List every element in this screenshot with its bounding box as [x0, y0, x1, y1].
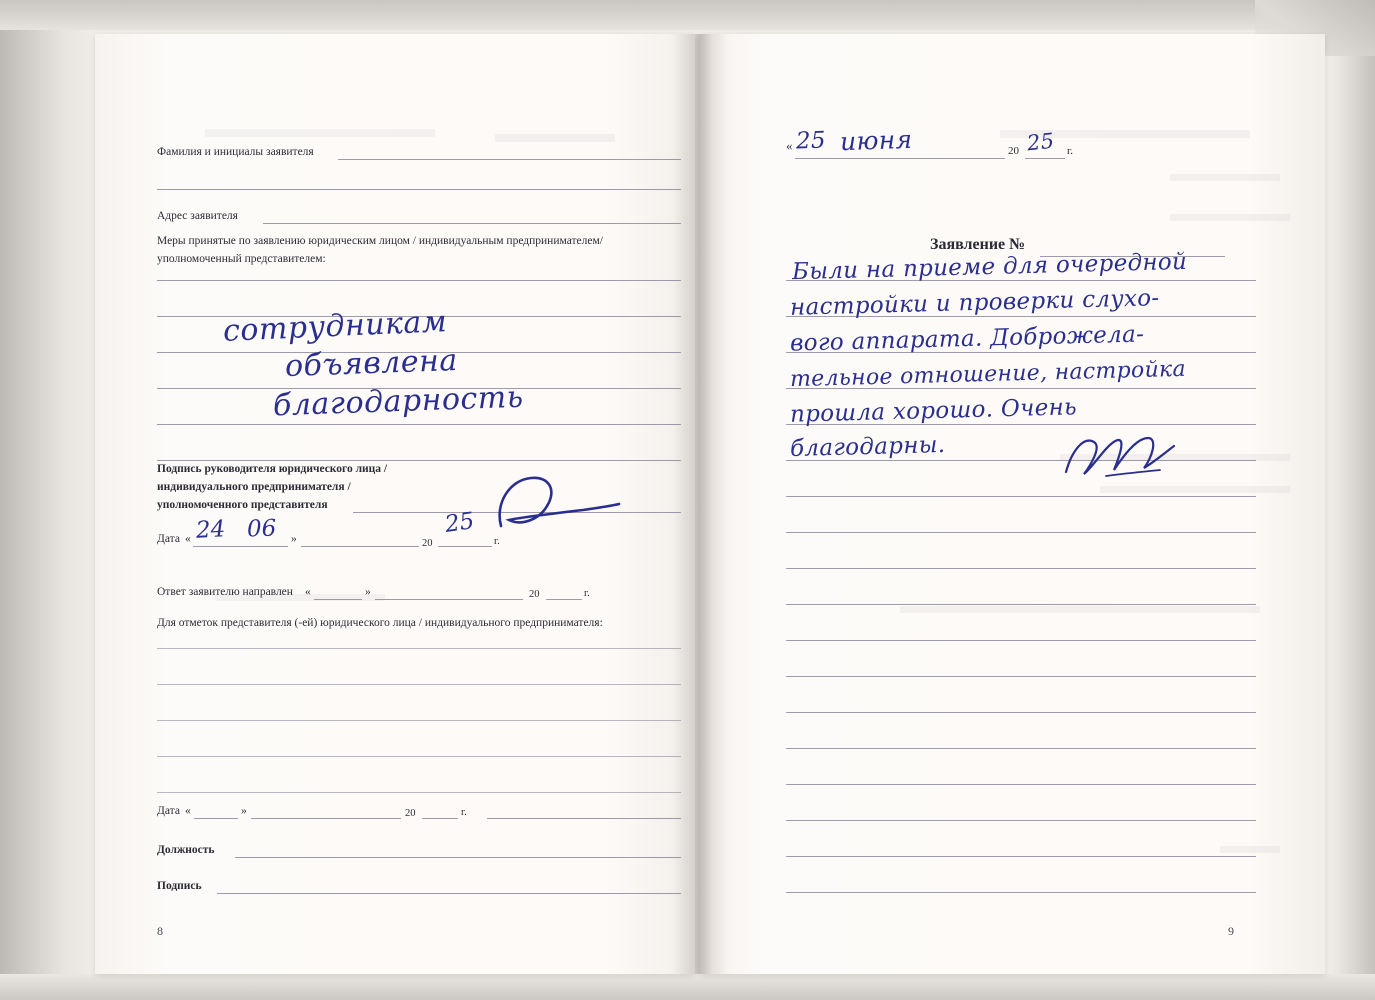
measures-handwriting-line-1: сотрудникам [222, 304, 448, 349]
bleed-through [1100, 486, 1290, 493]
header-year-handwriting: 25 [1025, 128, 1056, 156]
date-day-rule [193, 546, 288, 547]
measures-rule [157, 388, 681, 389]
bottom-date-quote-close: » [241, 805, 247, 817]
bottom-date-day-rule [194, 818, 238, 819]
photo-edge-left [0, 0, 90, 1000]
date-year-handwriting: 25 [443, 508, 476, 538]
bottom-date-year-prefix: 20 [405, 808, 416, 819]
answer-sent-quote-open: « [305, 586, 311, 598]
header-year-suffix: г. [1067, 145, 1074, 157]
date-quote-open: « [185, 533, 191, 545]
entry-rule [786, 460, 1256, 461]
bottom-date-extra-rule [487, 818, 681, 819]
entry-rule [786, 892, 1256, 893]
bleed-through [1170, 214, 1290, 221]
header-day-handwriting: 25 [795, 127, 827, 155]
entry-handwriting-line-3: вого аппарата. Доброжела- [789, 321, 1145, 357]
entry-rule [786, 424, 1256, 425]
answer-sent-year-prefix: 20 [529, 589, 540, 600]
statement-title: Заявление № [930, 236, 1026, 253]
signature-block-line1: Подпись руководителя юридического лица / [157, 463, 388, 475]
measures-label-line1: Меры принятые по заявлению юридическим лицом / индивидуальным предпринимателем/ [157, 235, 603, 247]
bleed-through [205, 129, 435, 137]
measures-rule [157, 460, 681, 461]
bottom-date-year-suffix: г. [461, 807, 467, 818]
notes-label: Для отметок представителя (-ей) юридического лица / индивидуального предпринимателя: [157, 617, 603, 629]
bleed-through [1170, 174, 1280, 181]
entry-rule [786, 640, 1256, 641]
date-day-handwriting: 24 [195, 516, 226, 544]
header-year-rule [1025, 158, 1065, 159]
entry-rule [786, 568, 1256, 569]
applicant-name-rule [338, 159, 681, 160]
position-rule [235, 857, 681, 858]
signature-label: Подпись [157, 880, 202, 892]
measures-rule [157, 424, 681, 425]
answer-sent-label: Ответ заявителю направлен [157, 586, 293, 598]
signature-mark [487, 464, 627, 544]
measures-handwriting-line-3: благодарность [272, 379, 525, 424]
right-page-form [700, 34, 1325, 974]
measures-label-line2: уполномоченный представителем: [157, 253, 326, 265]
header-date-rule [795, 158, 1005, 159]
entry-handwriting-line-5: прошла хорошо. Очень [789, 394, 1078, 428]
bottom-date-quote-open: « [185, 805, 191, 817]
entry-rule [786, 280, 1256, 281]
answer-sent-day-rule [314, 599, 362, 600]
date-month-rule [301, 546, 419, 547]
position-label: Должность [157, 844, 215, 856]
left-page-form [95, 34, 695, 974]
entry-rule [786, 496, 1256, 497]
entry-rule [786, 856, 1256, 857]
photo-edge-top [0, 0, 1375, 30]
applicant-name-label: Фамилия и инициалы заявителя [157, 146, 314, 158]
measures-handwriting-line-2: объявлена [284, 342, 459, 385]
answer-sent-year-suffix: г. [584, 588, 590, 599]
entry-rule [786, 676, 1256, 677]
notes-rule [157, 756, 681, 757]
notes-rule [157, 648, 681, 649]
notes-rule [157, 684, 681, 685]
right-page [700, 34, 1325, 974]
date-label: Дата [157, 533, 180, 545]
photo-edge-right [1323, 0, 1375, 1000]
photo-edge-bottom [0, 974, 1375, 1000]
answer-sent-quote-close: » [365, 586, 371, 598]
bleed-through [1220, 846, 1280, 853]
date-year-rule [438, 546, 492, 547]
entry-handwriting-line-2: настройки и проверки слухо- [789, 285, 1160, 321]
entry-rule [786, 748, 1256, 749]
entry-rule [786, 784, 1256, 785]
header-year-prefix: 20 [1008, 145, 1019, 157]
bottom-date-month-rule [251, 818, 401, 819]
answer-sent-month-rule [375, 599, 523, 600]
date-quote-close: » [291, 533, 297, 545]
bleed-through [495, 134, 615, 142]
statement-number-rule [1040, 256, 1225, 257]
entry-rule [786, 352, 1256, 353]
answer-sent-year-rule [546, 599, 582, 600]
notes-rule [157, 792, 681, 793]
notes-rule [157, 720, 681, 721]
entry-handwriting-line-1: Были на приеме для очередной [791, 248, 1188, 286]
right-page-number: 9 [1228, 924, 1234, 938]
date-year-prefix: 20 [422, 538, 433, 549]
entry-handwriting-line-4: тельное отношение, настройка [789, 356, 1187, 393]
entry-rule [786, 316, 1256, 317]
bleed-through [1000, 130, 1250, 138]
applicant-name-rule-2 [157, 189, 681, 190]
header-date-quote-open: « [786, 138, 793, 153]
signature-bottom-rule [217, 893, 681, 894]
header-month-handwriting: июня [839, 124, 913, 157]
entry-rule [786, 712, 1256, 713]
signature-block-line3: уполномоченного представителя [157, 499, 328, 511]
applicant-address-rule [263, 223, 681, 224]
entry-rule [786, 532, 1256, 533]
signature-rule [353, 512, 681, 513]
date-month-handwriting: 06 [246, 515, 277, 543]
applicant-address-label: Адрес заявителя [157, 210, 238, 222]
left-page [95, 34, 695, 974]
entry-handwriting-line-6: благодарны. [789, 431, 946, 463]
signature-block-line2: индивидуального предпринимателя / [157, 481, 351, 493]
entry-rule [786, 604, 1256, 605]
measures-rule [157, 280, 681, 281]
entry-rule [786, 820, 1256, 821]
date-year-suffix: г. [494, 536, 500, 547]
entry-rule [786, 388, 1256, 389]
measures-rule [157, 352, 681, 353]
bleed-through [900, 606, 1260, 613]
bottom-date-year-rule [422, 818, 458, 819]
left-page-number: 8 [157, 924, 163, 938]
bottom-date-label: Дата [157, 805, 180, 817]
measures-rule [157, 316, 681, 317]
